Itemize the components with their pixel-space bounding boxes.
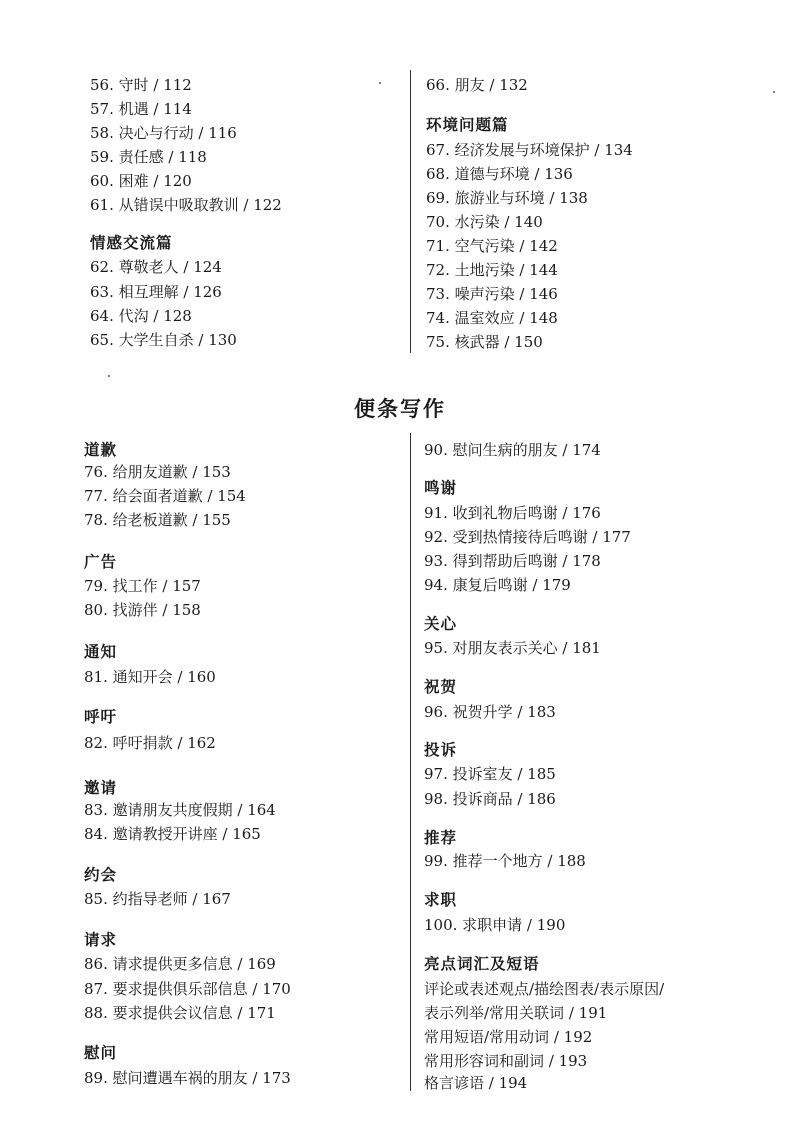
toc-entry: 100. 求职申请 / 190: [424, 916, 566, 934]
toc-entry: 62. 尊敬老人 / 124: [90, 258, 222, 276]
toc-entry: 74. 温室效应 / 148: [426, 309, 558, 327]
toc-section-heading: 道歉: [84, 440, 118, 459]
toc-entry: 70. 水污染 / 140: [426, 213, 543, 231]
toc-section-heading: 情感交流篇: [90, 233, 173, 252]
toc-entry: 65. 大学生自杀 / 130: [90, 331, 237, 349]
toc-entry: 82. 呼吁捐款 / 162: [84, 734, 216, 752]
toc-entry: 表示列举/常用关联词 / 191: [424, 1004, 608, 1022]
toc-entry: 93. 得到帮助后鸣谢 / 178: [424, 552, 601, 570]
toc-entry: 79. 找工作 / 157: [84, 577, 201, 595]
toc-entry: 78. 给老板道歉 / 155: [84, 511, 231, 529]
toc-entry: 77. 给会面者道歉 / 154: [84, 487, 246, 505]
toc-section-heading: 亮点词汇及短语: [424, 954, 540, 973]
toc-section-heading: 投诉: [424, 740, 458, 759]
toc-section-heading: 鸣谢: [424, 478, 458, 497]
toc-entry: 68. 道德与环境 / 136: [426, 165, 573, 183]
toc-section-heading: 请求: [84, 930, 118, 949]
toc-entry: 90. 慰问生病的朋友 / 174: [424, 441, 601, 459]
toc-entry: 88. 要求提供会议信息 / 171: [84, 1004, 276, 1022]
scan-speck: [773, 91, 775, 93]
scan-speck: [108, 375, 110, 377]
toc-entry: 格言谚语 / 194: [424, 1074, 528, 1092]
toc-entry: 63. 相互理解 / 126: [90, 283, 222, 301]
toc-entry: 59. 责任感 / 118: [90, 148, 207, 166]
toc-entry: 76. 给朋友道歉 / 153: [84, 463, 231, 481]
toc-entry: 60. 困难 / 120: [90, 172, 192, 190]
toc-section-heading: 慰问: [84, 1043, 118, 1062]
toc-entry: 89. 慰问遭遇车祸的朋友 / 173: [84, 1069, 291, 1087]
toc-entry: 57. 机遇 / 114: [90, 100, 192, 118]
toc-entry: 87. 要求提供俱乐部信息 / 170: [84, 980, 291, 998]
toc-entry: 61. 从错误中吸取教训 / 122: [90, 196, 282, 214]
toc-entry: 80. 找游伴 / 158: [84, 601, 201, 619]
toc-entry: 66. 朋友 / 132: [426, 76, 528, 94]
toc-section-heading: 约会: [84, 865, 118, 884]
toc-entry: 72. 土地污染 / 144: [426, 261, 558, 279]
toc-entry: 98. 投诉商品 / 186: [424, 790, 556, 808]
section-title: 便条写作: [354, 396, 446, 421]
toc-entry: 56. 守时 / 112: [90, 76, 192, 94]
toc-section-heading: 推荐: [424, 828, 458, 847]
column-divider-bottom: [410, 433, 411, 1091]
toc-section-heading: 通知: [84, 642, 118, 661]
toc-section-heading: 关心: [424, 614, 458, 633]
toc-entry: 69. 旅游业与环境 / 138: [426, 189, 588, 207]
toc-entry: 94. 康复后鸣谢 / 179: [424, 576, 571, 594]
scan-speck: [379, 82, 381, 84]
toc-entry: 常用短语/常用动词 / 192: [424, 1028, 593, 1046]
toc-section-heading: 呼吁: [84, 707, 118, 726]
toc-entry: 95. 对朋友表示关心 / 181: [424, 639, 601, 657]
column-divider-top: [410, 70, 411, 353]
toc-entry: 67. 经济发展与环境保护 / 134: [426, 141, 633, 159]
toc-entry: 83. 邀请朋友共度假期 / 164: [84, 801, 276, 819]
toc-entry: 97. 投诉室友 / 185: [424, 765, 556, 783]
toc-section-heading: 邀请: [84, 778, 118, 797]
toc-section-heading: 祝贺: [424, 677, 458, 696]
toc-entry: 86. 请求提供更多信息 / 169: [84, 955, 276, 973]
toc-entry: 96. 祝贺升学 / 183: [424, 703, 556, 721]
toc-section-heading: 广告: [84, 552, 118, 571]
toc-entry: 75. 核武器 / 150: [426, 333, 543, 351]
toc-entry: 81. 通知开会 / 160: [84, 668, 216, 686]
toc-entry: 91. 收到礼物后鸣谢 / 176: [424, 504, 601, 522]
toc-entry: 71. 空气污染 / 142: [426, 237, 558, 255]
toc-entry: 常用形容词和副词 / 193: [424, 1052, 588, 1070]
toc-entry: 评论或表述观点/描绘图表/表示原因/: [424, 980, 665, 998]
toc-entry: 92. 受到热情接待后鸣谢 / 177: [424, 528, 631, 546]
toc-entry: 73. 噪声污染 / 146: [426, 285, 558, 303]
toc-section-heading: 求职: [424, 890, 458, 909]
toc-entry: 58. 决心与行动 / 116: [90, 124, 237, 142]
toc-entry: 85. 约指导老师 / 167: [84, 890, 231, 908]
toc-section-heading: 环境问题篇: [426, 115, 509, 134]
toc-entry: 99. 推荐一个地方 / 188: [424, 852, 586, 870]
toc-entry: 64. 代沟 / 128: [90, 307, 192, 325]
toc-entry: 84. 邀请教授开讲座 / 165: [84, 825, 261, 843]
